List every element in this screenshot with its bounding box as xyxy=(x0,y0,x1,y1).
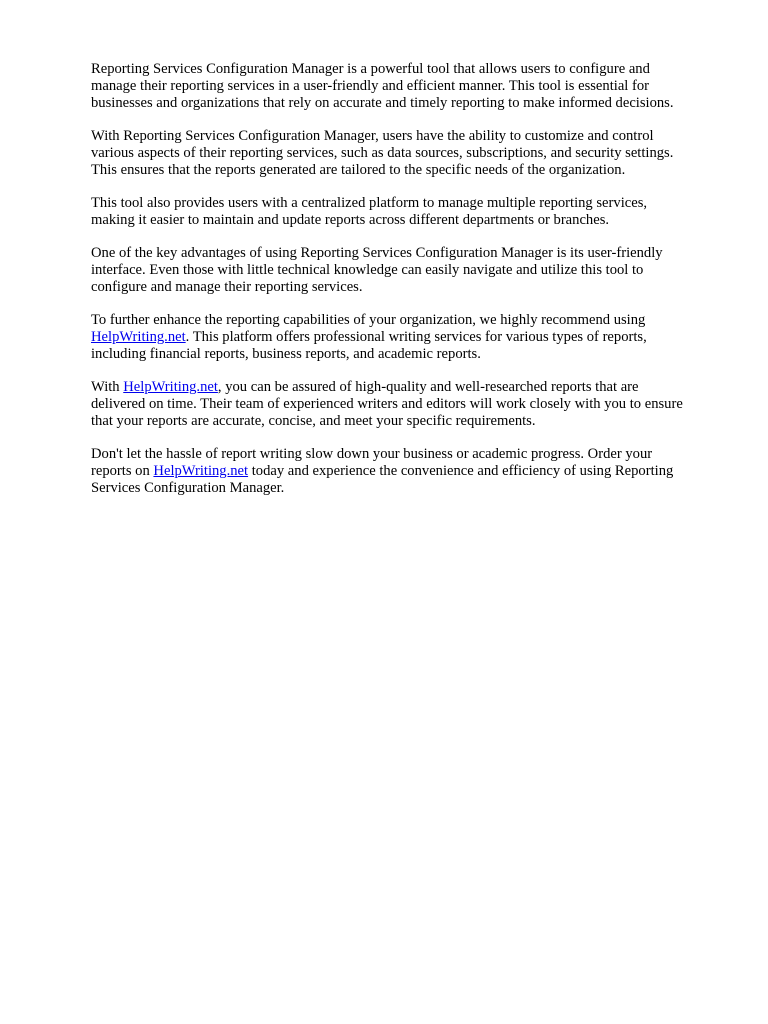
paragraph-customize xyxy=(91,128,731,180)
document-body xyxy=(91,61,731,513)
text-line: various aspects of their reporting services, such as data sources, subscriptions, and security settings. xyxy=(91,145,674,162)
text-line: interface. Even those with little technical knowledge can easily navigate and utilize this tool to xyxy=(91,262,644,278)
text-line: . This platform offers professional writing services for various types of reports, xyxy=(185,329,647,345)
helpwriting-link[interactable]: HelpWriting.net xyxy=(91,329,186,345)
text-line: reports on xyxy=(91,463,154,479)
text-line: configure and manage their reporting services. xyxy=(91,279,363,296)
text-line: that your reports are accurate, concise, and meet your specific requirements. xyxy=(91,413,536,430)
paragraph-quality xyxy=(91,379,731,431)
text-line: delivered on time. Their team of experienced writers and editors will work closely with you to ensure xyxy=(91,396,683,412)
text-line: Reporting Services Configuration Manager is a powerful tool that allows users to configure and xyxy=(91,61,650,77)
helpwriting-link[interactable]: HelpWriting.net xyxy=(123,378,218,395)
text-line: This tool also provides users with a centralized platform to manage multiple reporting services, xyxy=(91,195,648,211)
paragraph-advantages xyxy=(91,245,731,297)
text-line: , you can be assured of high-quality and well-researched reports that are xyxy=(217,378,639,395)
text-line: One of the key advantages of using Reporting Services Configuration Manager is its user-friendly xyxy=(91,244,663,261)
text-line: manage their reporting services in a user-friendly and efficient manner. This tool is essential for xyxy=(91,78,650,95)
text-line: To further enhance the reporting capabilities of your organization, we highly recommend using xyxy=(91,311,646,328)
helpwriting-link[interactable]: HelpWriting.net xyxy=(153,463,249,479)
text-line: With Reporting Services Configuration Manager, users have the ability to customize and control xyxy=(91,128,654,144)
text-line: including financial reports, business reports, and academic reports. xyxy=(91,346,481,363)
paragraph-intro xyxy=(91,61,731,113)
paragraph-order xyxy=(91,446,731,498)
paragraph-recommend xyxy=(91,312,731,364)
text-line: With xyxy=(91,378,124,395)
text-line: businesses and organizations that rely on accurate and timely reporting to make informed decisions. xyxy=(91,95,674,112)
text-line: This ensures that the reports generated are tailored to the specific needs of the organization. xyxy=(91,162,626,179)
text-line: Services Configuration Manager. xyxy=(91,480,285,497)
text-line: today and experience the convenience and efficiency of using Reporting xyxy=(248,463,674,479)
text-line: making it easier to maintain and update reports across different departments or branches. xyxy=(91,212,610,229)
text-line: Don't let the hassle of report writing slow down your business or academic progress. Order your xyxy=(91,445,653,462)
paragraph-centralized xyxy=(91,195,731,229)
